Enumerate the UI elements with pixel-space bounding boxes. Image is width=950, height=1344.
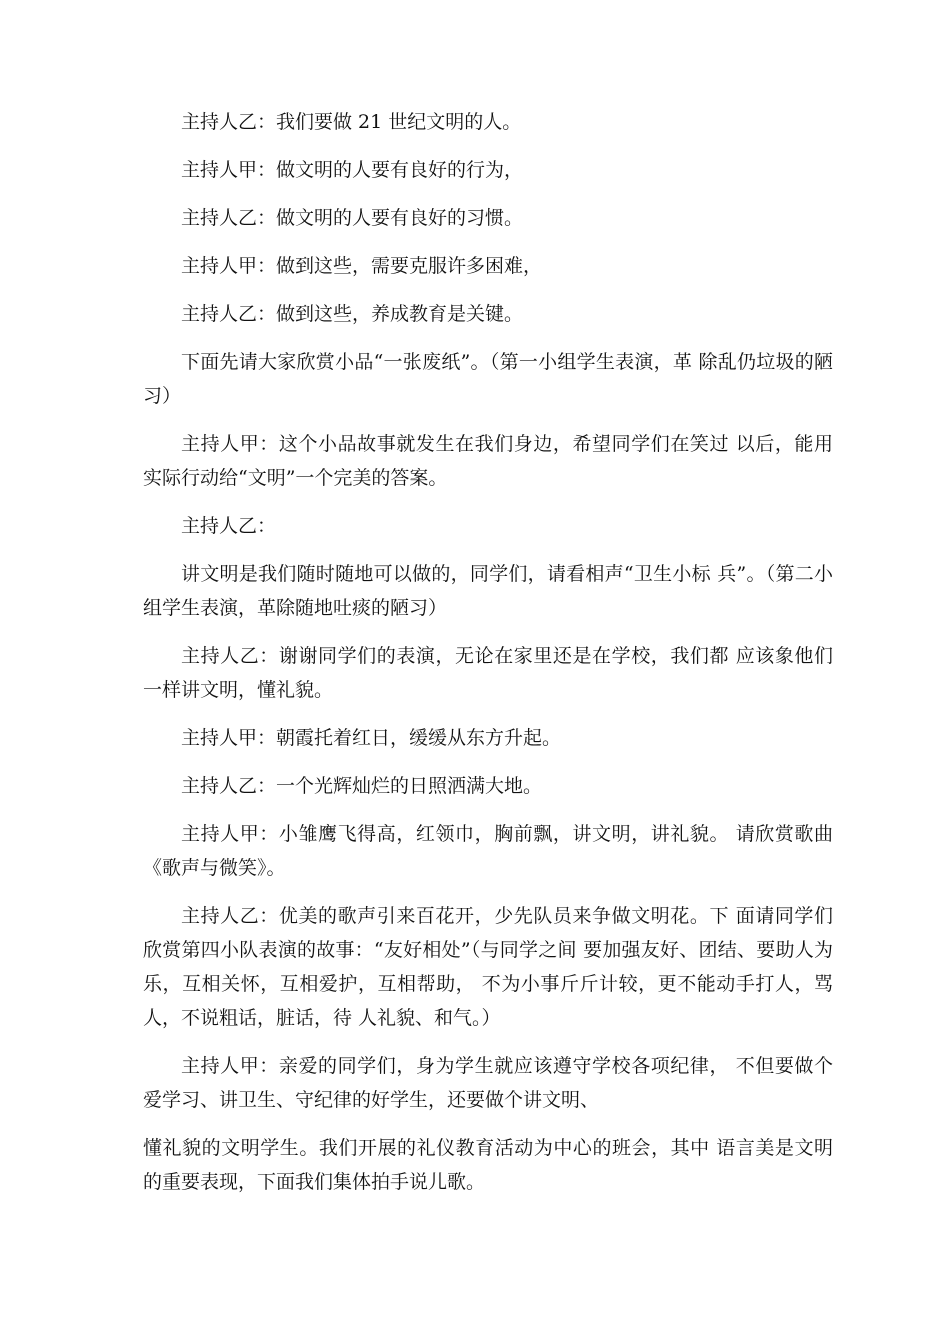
paragraph: 主持人甲：亲爱的同学们，身为学生就应该遵守学校各项纪律， 不但要做个爱学习、讲卫生、守纪律的好学生，还要做个讲文明、 bbox=[143, 1055, 833, 1111]
document-body bbox=[143, 105, 833, 1213]
paragraph: 主持人甲：小雏鹰飞得高，红领巾，胸前飘，讲文明，讲礼貌。 请欣赏歌曲《歌声与微笑》。 bbox=[143, 823, 833, 879]
paragraph: 主持人乙：优美的歌声引来百花开，少先队员来争做文明花。下 面请同学们欣赏第四小队表演的故事：“友好相处”（与同学之间 要加强友好、团结、要助人为乐，互相关怀，互相爱护，互相帮助， 不为小事斤斤计较，更不能动手打人，骂人，不说粗话，脏话，待 人礼貌、和气。） bbox=[143, 905, 833, 1029]
paragraph: 下面先请大家欣赏小品“一张废纸”。（第一小组学生表演，革 除乱仍垃圾的陋习） bbox=[143, 351, 833, 407]
paragraph: 懂礼貌的文明学生。我们开展的礼仪教育活动为中心的班会，其中 语言美是文明的重要表现，下面我们集体拍手说儿歌。 bbox=[143, 1137, 833, 1193]
paragraph: 主持人乙：做到这些，养成教育是关键。 bbox=[181, 303, 524, 325]
paragraph: 主持人甲：做文明的人要有良好的行为， bbox=[181, 159, 524, 181]
paragraph: 主持人乙： bbox=[181, 515, 277, 537]
paragraph: 主持人乙：我们要做 21 世纪文明的人。 bbox=[181, 111, 522, 133]
paragraph: 主持人甲：做到这些，需要克服许多困难， bbox=[181, 255, 543, 277]
paragraph: 主持人甲：朝霞托着红日，缓缓从东方升起。 bbox=[181, 727, 562, 749]
paragraph: 主持人乙：一个光辉灿烂的日照洒满大地。 bbox=[181, 775, 543, 797]
paragraph: 主持人乙：谢谢同学们的表演，无论在家里还是在学校，我们都 应该象他们一样讲文明，懂礼貌。 bbox=[143, 645, 833, 701]
paragraph: 主持人乙：做文明的人要有良好的习惯。 bbox=[181, 207, 524, 229]
paragraph: 讲文明是我们随时随地可以做的，同学们，请看相声“卫生小标 兵”。（第二小组学生表演，革除随地吐痰的陋习） bbox=[143, 563, 833, 619]
paragraph: 主持人甲：这个小品故事就发生在我们身边，希望同学们在笑过 以后，能用实际行动给“文明”一个完美的答案。 bbox=[143, 433, 833, 489]
